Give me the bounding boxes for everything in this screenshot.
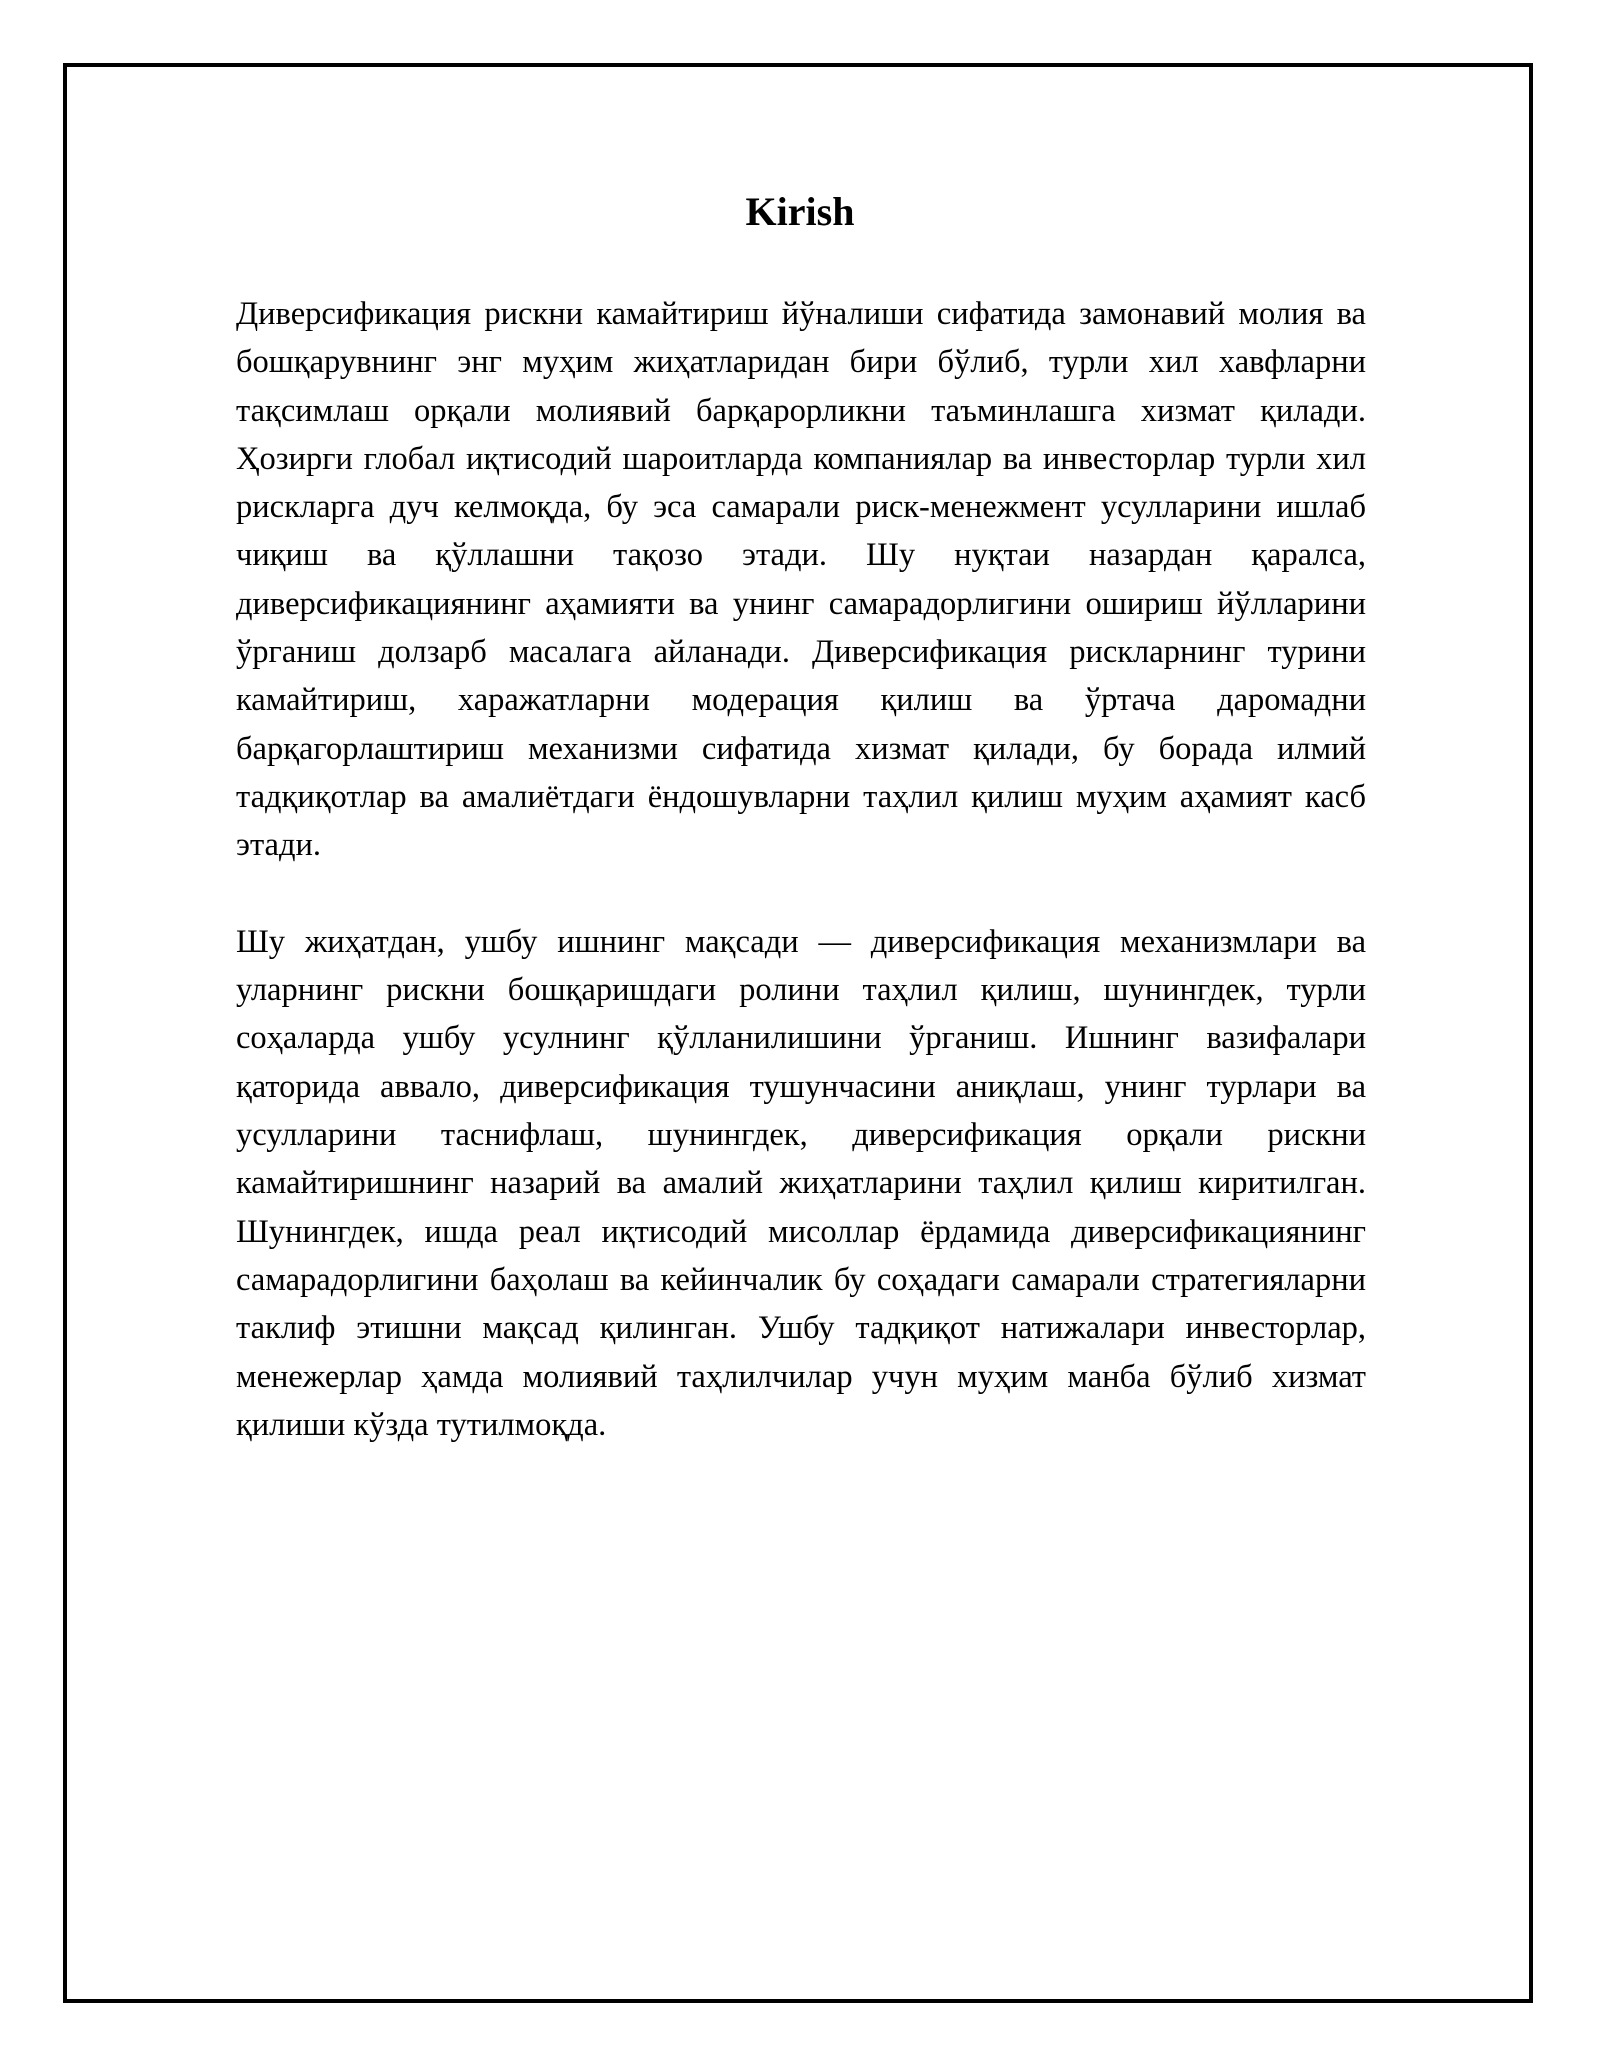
document-body (236, 290, 1366, 1449)
paragraph-introduction: Диверсификация рискни камайтириш йўналиши сифатида замонавий молия ва бошқарувнинг энг муҳим жиҳатларидан бири бўлиб, турли хил хавфларни тақсимлаш орқали молиявий барқарорликни таъминлашга хизмат қилади. Ҳозирги глобал иқтисодий шароитларда компаниялар ва инвесторлар турли хил рискларга дуч келмоқда, бу эса самарали риск-менежмент усулларини ишлаб чиқиш ва қўллашни тақозо этади. Шу нуқтаи назардан қаралса, диверсификациянинг аҳамияти ва унинг самарадорлигини ошириш йўлларини ўрганиш долзарб масалага айланади. Диверсификация рискларнинг турини камайтириш, харажатларни модерация қилиш ва ўртача даромадни барқагорлаштириш механизми сифатида хизмат қилади, бу борада илмий тадқиқотлар ва амалиётдаги ёндошувларни таҳлил қилиш муҳим аҳамият касб этади. (236, 296, 1366, 864)
page-title: Kirish (745, 189, 855, 234)
paragraph-objectives: Шу жиҳатдан, ушбу ишнинг мақсади — диверсификация механизмлари ва уларнинг рискни бошқаришдаги ролини таҳлил қилиш, шунингдек, турли соҳаларда ушбу усулнинг қўлланилишини ўрганиш. Ишнинг вазифалари қаторида аввало, диверсификация тушунчасини аниқлаш, унинг турлари ва усулларини таснифлаш, шунингдек, диверсификация орқали рискни камайтиришнинг назарий ва амалий жиҳатларини таҳлил қилиш киритилган. Шунингдек, ишда реал иқтисодий мисоллар ёрдамида диверсификациянинг самарадорлигини баҳолаш ва кейинчалик бу соҳадаги самарали стратегияларни таклиф этишни мақсад қилинган. Ушбу тадқиқот натижалари инвесторлар, менежерлар ҳамда молиявий таҳлилчилар учун муҳим манба бўлиб хизмат қилиши кўзда тутилмоқда. (236, 923, 1366, 1443)
